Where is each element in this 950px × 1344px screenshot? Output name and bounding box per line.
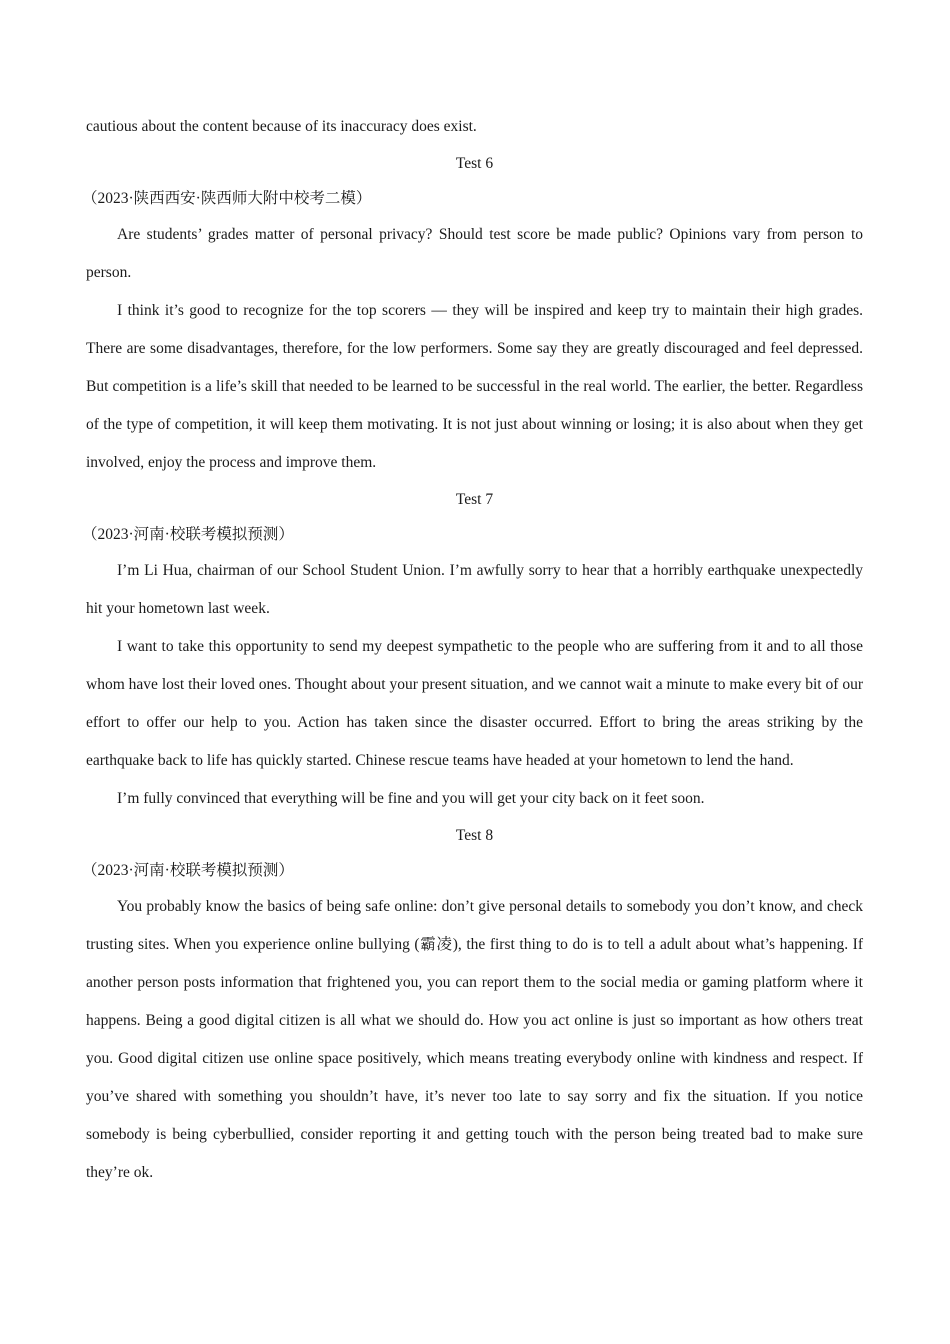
section-title-test-7: Test 7 xyxy=(455,491,494,508)
section-source-test-7: （2023·河南·校联考模拟预测） xyxy=(82,526,294,543)
document-page xyxy=(82,108,863,1192)
paragraph: I think it’s good to recognize for the top scorers — they will be inspired and keep try to maintain their high grades. There are some disadvantages, therefore, for the low performers. Some say they are greatly discouraged and feel depressed. But competition is a life’s skill that needed to be learned to be successful in the real world. The earlier, the better. Regardless of the type of competition, it will keep them motivating. It is not just about winning or losing; it is also about when they get involved, enjoy the process and improve them. xyxy=(86,302,863,471)
section-source-test-6: （2023·陕西西安·陕西师大附中校考二模） xyxy=(82,190,372,207)
paragraph: You probably know the basics of being safe online: don’t give personal details to somebody you don’t know, and check trusting sites. When you experience online bullying (霸凌), the first thing to do is to tell a adult about what’s happening. If another person posts information that frightened you, you can report them to the social media or gaming platform where it happens. Being a good digital citizen is all what we should do. How you act online is just so important as how others treat you. Good digital citizen use online space positively, which means treating everybody online with kindness and respect. If you’ve shared with something you shouldn’t have, it’s never too late to say sorry and fix the situation. If you notice somebody is being cyberbullied, consider reporting it and getting touch with the person being treated bad to make sure they’re ok. xyxy=(86,898,863,1181)
paragraph: I want to take this opportunity to send my deepest sympathetic to the people who are suffering from it and to all those whom have lost their loved ones. Thought about your present situation, and we cannot wait a minute to make every bit of our effort to offer our help to you. Action has taken since the disaster occurred. Effort to bring the areas striking by the earthquake back to life has quickly started. Chinese rescue teams have headed at your hometown to lend the hand. xyxy=(86,638,863,769)
paragraph: I’m Li Hua, chairman of our School Student Union. I’m awfully sorry to hear that a horribly earthquake unexpectedly hit your hometown last week. xyxy=(86,562,863,617)
section-source-test-8: （2023·河南·校联考模拟预测） xyxy=(82,862,294,879)
paragraph: Are students’ grades matter of personal privacy? Should test score be made public? Opinions vary from person to person. xyxy=(86,226,863,281)
paragraph: I’m fully convinced that everything will be fine and you will get your city back on it feet soon. xyxy=(117,790,705,807)
section-title-test-8: Test 8 xyxy=(455,827,494,844)
section-title-test-6: Test 6 xyxy=(455,155,494,172)
intro-line: cautious about the content because of its inaccuracy does exist. xyxy=(86,118,477,135)
